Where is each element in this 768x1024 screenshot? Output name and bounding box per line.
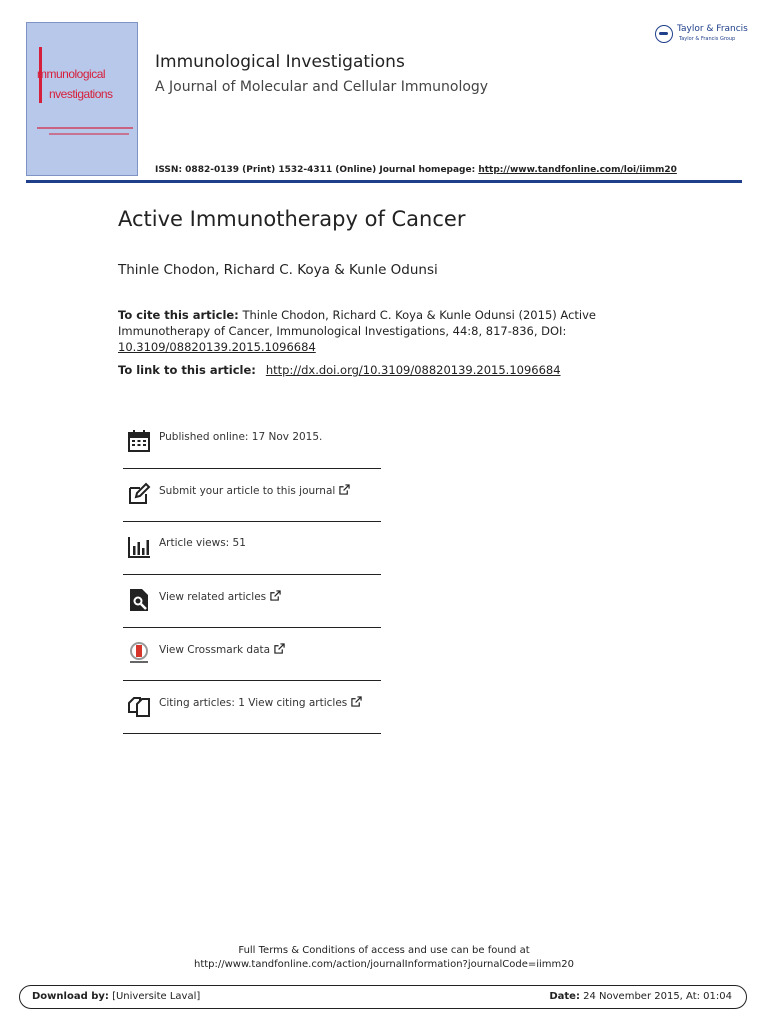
article-title: Active Immunotherapy of Cancer [118,207,466,231]
article-authors: Thinle Chodon, Richard C. Koya & Kunle Odunsi [118,262,438,278]
list-item-citing[interactable] [123,681,381,734]
article-views-label: Article views: 51 [159,537,246,549]
date-value: 24 November 2015, At: 01:04 [579,991,732,1002]
citing-articles-icon [127,694,151,718]
list-item-crossmark[interactable] [123,628,381,681]
journal-subtitle: A Journal of Molecular and Cellular Immunology [155,79,489,95]
bar-chart-icon [127,535,151,559]
citing-articles-label: Citing articles: 1 View citing articles [159,697,348,709]
external-link-icon [270,590,281,601]
cover-title-line2: nvestigations [49,87,113,101]
cover-subtitle-line [49,133,129,135]
crossmark-link[interactable] [159,643,285,656]
article-link [118,363,561,377]
link-label: To link to this article: [118,363,260,377]
terms-note [0,944,768,972]
cover-subtitle-line [37,127,133,129]
list-item-views [123,522,381,575]
cite-text: Thinle Chodon, Richard C. Koya & Kunle Odunsi (2015) Active Immunotherapy of Cancer, Immunological Investigations, 44:8, 817-836, DOI: [118,308,596,338]
journal-title: Immunological Investigations [155,52,405,72]
external-link-icon [339,484,350,495]
terms-url[interactable]: http://www.tandfonline.com/action/journalInformation?journalCode=iimm20 [193,959,574,970]
article-doi-link[interactable]: http://dx.doi.org/10.3109/08820139.2015.1096684 [265,363,561,377]
submit-article-label: Submit your article to this journal [159,485,336,497]
publisher-logo[interactable] [655,22,747,48]
header-divider [26,180,742,183]
list-item-submit[interactable] [123,469,381,522]
terms-line-1: Full Terms & Conditions of access and use can be found at [238,945,530,956]
journal-homepage-link[interactable]: http://www.tandfonline.com/loi/iimm20 [478,165,677,175]
citation [118,307,598,355]
cite-label: To cite this article: [118,308,239,322]
related-articles-link[interactable] [159,590,281,603]
edit-icon [127,482,151,506]
related-articles-label: View related articles [159,591,267,603]
cite-doi-link[interactable]: 10.3109/08820139.2015.1096684 [118,340,316,354]
article-actions [123,416,381,734]
issn-text: ISSN: 0882-0139 (Print) 1532-4311 (Online) Journal homepage: [155,165,479,175]
date-info [549,991,732,1002]
crossmark-label: View Crossmark data [159,644,271,656]
download-value: [Universite Laval] [108,991,201,1002]
external-link-icon [274,643,285,654]
download-info [32,991,200,1002]
calendar-icon [127,429,151,453]
search-document-icon [127,588,151,612]
download-label: Download by: [32,991,109,1002]
citing-articles-link[interactable] [159,696,362,709]
publisher-name: Taylor & Francis [677,24,748,34]
publisher-group: Taylor & Francis Group [679,36,736,42]
issn-line [155,165,677,175]
list-item-published [123,416,381,469]
submit-article-link[interactable] [159,484,350,497]
list-item-related[interactable] [123,575,381,628]
download-bar [19,985,747,1009]
publisher-logo-icon [655,25,673,43]
date-label: Date: [549,991,580,1002]
external-link-icon [351,696,362,707]
crossmark-icon [127,641,151,665]
journal-cover [26,22,138,176]
published-online-label: Published online: 17 Nov 2015. [159,431,323,443]
cover-title-line1: mmunological [37,67,106,81]
